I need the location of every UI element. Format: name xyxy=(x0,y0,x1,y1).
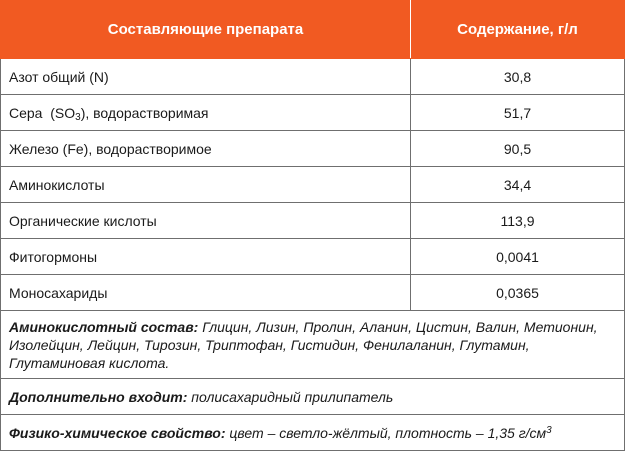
table-row xyxy=(1,239,625,275)
note-amino-text: Глицин, Лизин, Пролин, Аланин, Цистин, Валин, Метионин, Изолейцин, Лейцин, Тирозин, Триптофан, Гистидин, Фенилаланин, Глутамин, Глутаминовая кислота. xyxy=(9,319,598,371)
header-content: Содержание, г/л xyxy=(411,1,625,59)
note-amino-label: Аминокислотный состав: xyxy=(9,319,199,335)
table-row xyxy=(1,95,625,131)
note-row-additional xyxy=(1,379,625,415)
table-row xyxy=(1,59,625,95)
row-name-monosaccharides: Моносахариды xyxy=(1,275,411,311)
table-row xyxy=(1,275,625,311)
note-row-amino-composition xyxy=(1,311,625,379)
note-physchem-superscript: 3 xyxy=(546,425,552,436)
row-name-nitrogen: Азот общий (N) xyxy=(1,59,411,95)
sulfur-name-end: ), водорастворимая xyxy=(80,104,209,121)
row-name-sulfur xyxy=(1,95,411,131)
note-physchem-label: Физико-химическое свойство: xyxy=(9,425,226,441)
note-row-physchem xyxy=(1,415,625,451)
note-physchem xyxy=(1,415,625,451)
table-row xyxy=(1,131,625,167)
row-value-iron: 90,5 xyxy=(411,131,625,167)
note-additional xyxy=(1,379,625,415)
note-physchem-text: цвет – светло-жёлтый, плотность – 1,35 г/см xyxy=(225,425,547,441)
note-additional-text: полисахаридный прилипатель xyxy=(187,389,394,405)
header-components: Составляющие препарата xyxy=(1,1,411,59)
row-value-sulfur: 51,7 xyxy=(411,95,625,131)
row-name-organic-acids: Органические кислоты xyxy=(1,203,411,239)
table-row xyxy=(1,203,625,239)
row-value-nitrogen: 30,8 xyxy=(411,59,625,95)
row-value-amino-acids: 34,4 xyxy=(411,167,625,203)
row-name-iron: Железо (Fe), водорастворимое xyxy=(1,131,411,167)
row-value-phytohormones: 0,0041 xyxy=(411,239,625,275)
row-value-monosaccharides: 0,0365 xyxy=(411,275,625,311)
note-amino-composition xyxy=(1,311,625,379)
note-additional-label: Дополнительно входит: xyxy=(9,389,188,405)
sulfur-name-start: Сера (SO xyxy=(9,104,76,121)
table-row xyxy=(1,167,625,203)
row-name-phytohormones: Фитогормоны xyxy=(1,239,411,275)
row-name-amino-acids: Аминокислоты xyxy=(1,167,411,203)
sulfur-subscript: 3 xyxy=(75,111,81,123)
table-header-row xyxy=(1,1,625,59)
row-value-organic-acids: 113,9 xyxy=(411,203,625,239)
